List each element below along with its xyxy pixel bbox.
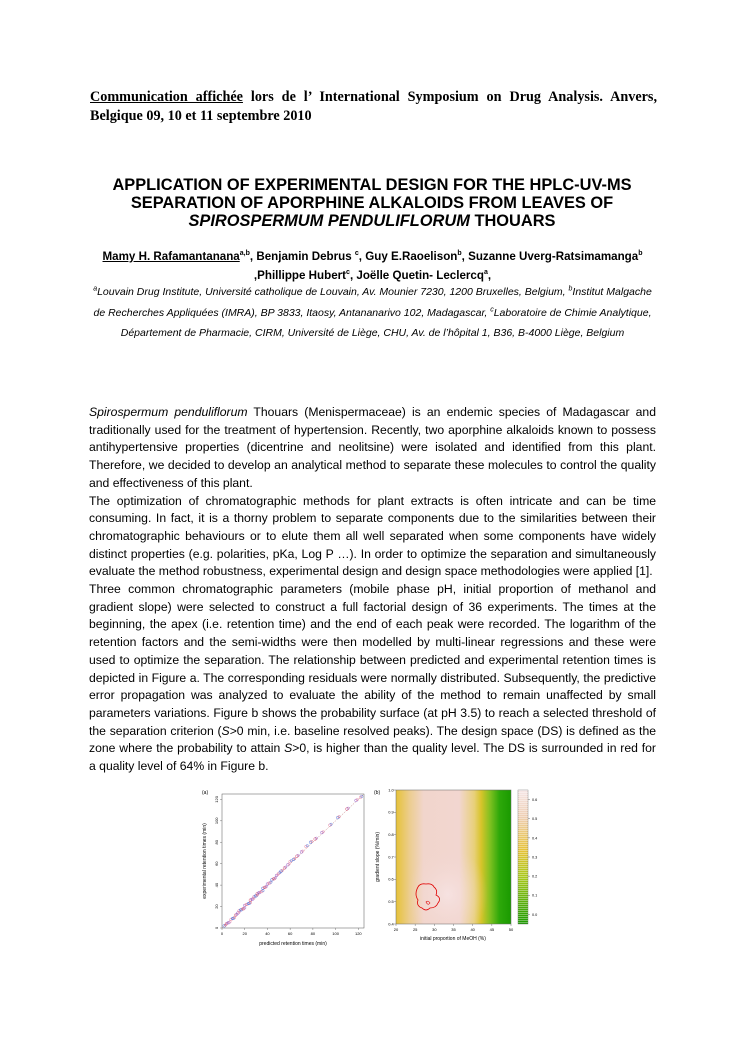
x-tick-label: 80 — [310, 931, 316, 936]
y-tick-label: 80 — [214, 840, 219, 845]
scale-tick-label: 0.3 — [532, 855, 538, 860]
paragraph-3 — [89, 581, 656, 776]
x-tick-label: 25 — [412, 927, 418, 932]
scale-tick-label: 0.0 — [532, 912, 538, 917]
y-tick-label: 0.5 — [388, 899, 394, 905]
figure-a-scatter — [198, 788, 368, 958]
panel-label: (b) — [374, 790, 381, 796]
figures — [198, 788, 538, 958]
scale-tick-label: 0.1 — [532, 893, 538, 898]
x-tick-label: 40 — [265, 931, 270, 936]
title-line-2: SEPARATION OF APORPHINE ALKALOIDS FROM LEAVES OF — [130, 194, 614, 212]
paragraph-1 — [89, 404, 656, 493]
x-tick-label: 40 — [470, 927, 475, 932]
title-line-3 — [72, 212, 672, 230]
species-name: Spirospermum penduliflorum — [89, 405, 248, 419]
x-tick-label: 35 — [451, 927, 456, 932]
scale-tick-label: 0.2 — [532, 874, 538, 879]
color-scale-stripes — [518, 790, 528, 924]
author-sup: a — [483, 268, 488, 276]
y-tick-label: 120 — [214, 796, 219, 803]
affiliations — [90, 282, 655, 344]
abstract-body — [89, 404, 656, 776]
author-name: , Suzanne Uverg-Ratsimamanga — [461, 250, 639, 263]
x-tick-label: 50 — [508, 927, 514, 932]
author-sup: b — [457, 250, 462, 258]
x-tick-label: 60 — [287, 931, 293, 936]
scale-tick-label: 0.5 — [532, 817, 538, 822]
affiliation-a: Louvain Drug Institute, Université catholique de Louvain, Av. Mounier 7230, 1200 Bruxelles, Belgium, — [97, 286, 569, 298]
x-tick-label: 20 — [242, 931, 247, 936]
panel-label: (a) — [202, 790, 209, 796]
author-name: , Joëlle Quetin- Leclercq — [349, 268, 484, 282]
probability-surface-highlight — [396, 790, 511, 924]
author-name: , Benjamin Debrus — [249, 250, 355, 263]
y-tick-label: 60 — [214, 861, 219, 866]
color-scale-ticks — [528, 798, 537, 917]
aff-sup: c — [490, 306, 494, 313]
scale-tick-label: 0.4 — [532, 836, 538, 841]
y-tick-label: 0.4 — [388, 921, 394, 927]
author-sup: b — [638, 250, 643, 258]
title-species: SPIROSPERMUM PENDULIFLORUM — [188, 212, 470, 230]
symbol-s: S — [221, 723, 230, 738]
symposium-info: lors de l’ International Symposium on Drug Analysis. Anvers, Belgique 09, 10 et 11 septembre 2010 — [90, 89, 657, 124]
scatter-marks — [214, 794, 364, 936]
author-list — [90, 248, 655, 285]
communication-label: Communication affichée — [90, 89, 243, 105]
affiliation-b: Institut Malgache de Recherches Appliquées (IMRA), BP 3833, Itaosy, Antananarivo 102, Madagascar, — [93, 286, 652, 319]
author-name: , Guy E.Raoelison — [358, 250, 458, 263]
y-tick-label: 0.9 — [388, 809, 394, 815]
y-tick-label: 0.6 — [388, 876, 394, 882]
paragraph-2: The optimization of chromatographic methods for plant extracts is often intricate and can be time consuming. In fact, it is a thorny problem to separate components due to the similarities between their chromatographic behaviours or to elute them all well separated when some components have widely distinct properties (e.g. polarities, pKa, Log P …). In order to optimize the separation and simultaneously evaluate the method robustness, experimental design and design space methodologies were applied [1]. — [89, 493, 656, 579]
x-tick-label: 20 — [393, 927, 399, 932]
title-end: THOUARS — [469, 212, 556, 230]
author-name: ,Phillippe Hubert — [253, 268, 347, 282]
author-sup: a,b — [239, 250, 250, 258]
y-axis-label: experimental retention times (min) — [202, 823, 208, 899]
y-axis-label: gradient slope (%/min) — [375, 831, 381, 883]
affiliation-c: Laboratoire de Chimie Analytique, Département de Pharmacie, CIRM, Université de Liège, CHU, Av. de l’hôpital 1, B36, B-4000 Liège, Belgium — [120, 306, 652, 339]
y-tick-label: 0.8 — [388, 832, 394, 838]
x-tick-label: 0 — [220, 931, 224, 936]
y-tick-label: 20 — [214, 904, 219, 909]
paper-title — [72, 176, 672, 230]
symbol-s: S — [284, 741, 293, 756]
x-axis-label: initial proportion of MeOH (%) — [420, 936, 486, 942]
x-tick-label: 100 — [332, 931, 339, 936]
author-name: Mamy H. Rafamantanana — [102, 250, 240, 263]
author-end: , — [487, 268, 492, 282]
communication-header — [90, 88, 657, 125]
x-tick-label: 120 — [354, 931, 362, 936]
paragraph-3-text: Three common chromatographic parameters (mobile phase pH, initial proportion of methanol and gradient slope) were selected to construct a full factorial design of 36 experiments. The times at the beginning, the apex (i.e. retention time) and the end of each peak were recorded. The logarithm of the retention factors and the semi-widths were then modelled by multi-linear regressions and these were used to optimize the separation. The relationship between predicted and experimental retention times is depicted in Figure a. The corresponding residuals were normally distributed. Subsequently, the predictive error propagation was analyzed to evaluate the ability of the method to remain unaffected by small parameters variations. Figure b shows the probability surface (at pH 3.5) to reach a selected threshold of the separation criterion ( — [89, 582, 656, 738]
title-line-1: APPLICATION OF EXPERIMENTAL DESIGN FOR THE HPLC-UV-MS — [112, 176, 632, 194]
author-sup: c — [354, 250, 359, 258]
y-tick-label: 0 — [214, 926, 219, 930]
x-tick-label: 45 — [489, 927, 495, 932]
scale-tick-label: 0.6 — [532, 797, 538, 802]
y-tick-label: 0.7 — [388, 854, 394, 860]
x-tick-label: 30 — [432, 927, 437, 932]
x-axis-label: predicted retention times (min) — [259, 941, 327, 947]
aff-sup: b — [568, 285, 573, 293]
y-tick-label: 100 — [214, 817, 219, 825]
aff-sup: a — [93, 285, 98, 293]
figure-b-heatmap — [372, 788, 538, 958]
y-tick-label: 1.0 — [388, 788, 394, 793]
y-tick-label: 40 — [214, 882, 219, 888]
paragraph-3-text: >0 min, i.e. baseline resolved peaks). The design space (DS) is defined as the zone where the probability to attain — [89, 723, 657, 756]
paragraph-1-text: Thouars (Menispermaceae) is an endemic species of Madagascar and traditionally used for the treatment of hypertension. Recently, two aporphine alkaloids known to possess antihypertensive properties (dicentrine and neolitsine) were isolated and identified from this plant. Therefore, we decided to develop an analytical method to separate these molecules to control the quality and effectiveness of this plant. — [89, 405, 656, 490]
author-sup: c — [346, 268, 350, 276]
paragraph-3-text: >0, is higher than the quality level. The DS is surrounded in red for a quality level of 64% in Figure b. — [89, 741, 656, 774]
